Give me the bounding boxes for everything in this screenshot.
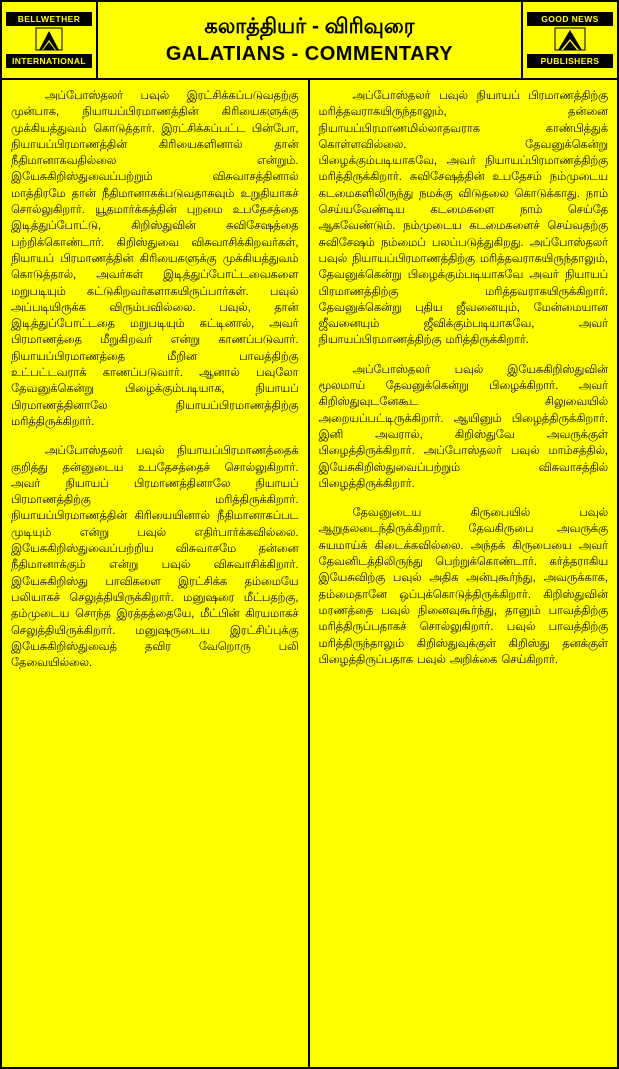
title-english: GALATIANS - COMMENTARY: [165, 43, 454, 65]
good-news-publishers-logo: [521, 2, 617, 78]
paragraph: அப்போஸ்தலர் பவுல் இரட்சிக்கப்படுவதற்கு முன்பாக, நியாயப்பிரமாணத்தின் கிரியைகளுக்கு முக்கியத்துவம் கொடுத்தார். இரட்சிக்கப்பட்ட பின்போ, நியாயப்பிரமாணத்தின் கிரியைகளினால் தான் நீதிமானாகவதில்லை என்றும். இயேசுகிறிஸ்துவைப்பற்றும் விசுவாசத்தினால் மாத்திரமே தான் நீதிமானாகக்படுவதாகவும் உறுதியாகச் சொல்லுகிறார். யூதமார்க்கத்தின் புறமை உபதேசத்தை இடித்துப்போட்டு, கிறிஸ்துவின் சுவிசேஷத்தை பற்றிக்கொண்டார். கிறிஸ்துவை விசுவாசிக்கிறவர்கள், நியாயப் பிரமாணத்தின் கிரியைகளுக்கு முக்கியத்துவம் கொடுத்தால், அவர்கள் இடித்துப்போட்டவைகளை மறுபடியும் கட்டுகிறவர்களாகயிருப்பார்கள். பவுல் அப்படியிருக்க விரும்பவில்லை. பவுல், தான் இடித்துப்போட்டதை மறுபடியும் கட்டினால், அவர் பிரமாணத்தை மீறுகிறவர் என்று காணப்படுவார். நியாயப்பிரமாணத்தை மீறின பாவத்திற்கு உட்பட்டவராக் காணப்படுவார். ஆனால் பவுலோ தேவனுக்கென்று பிழைக்கும்படியாக, நியாயப் பிரமாணத்தினாலே நியாயப்பிரமாணத்திற்கு மரித்திருக்கிறார்.: [11, 90, 299, 428]
good-news-logo-line1: GOOD NEWS: [527, 12, 613, 26]
bellwether-international-logo: [2, 2, 98, 78]
paragraph: அப்போஸ்தலர் பவுல் நியாயப் பிரமாணத்திற்கு மரித்தவராகயிருந்தாலும், தன்னை நியாயப்பிரமாணமில்லாதவராக காண்பித்துக் கொள்ளவில்லை. தேவனுக்கென்று பிழைக்கும்படியாகவே, அவர் நியாயப்பிரமாணத்திற்கு மரித்திருக்கிறார். சுவிசேஷத்தின் உபதேசம் நம்முடைய கடமைகளிலிருந்து நமக்கு விடுதலை கொடுக்காது. நாம் செய்யவேண்டிய கடமைகளை நாம் செய்தே ஆகவேண்டும். நம்முடைய கடமைகளைச் செய்வதற்கு சுவிசேஷம் நம்மைப் பலப்படுத்துகிறது. அப்போஸ்தலர் பவுல் நியாயப்பிரமாணத்திற்கு மரித்தவராகயிருந்தாலும், தேவனுக்கென்று பிழைக்கும்படியாகவே அவர் நியாயப் பிரமாணத்திற்கு மரித்தவராகயிருக்கிறார். தேவனுக்கென்று புதிய ஜீவனையும், மேன்மையான ஜீவனையும் ஜீவிக்கும்படியாகவே, அவர் நியாயப்பிரமாணத்திற்கு மரித்திருக்கிறார்.: [318, 90, 608, 347]
body-columns: [2, 80, 617, 1067]
paragraph: தேவனுடைய கிருபையில் பவுல் ஆறுதலடைந்திருக்கிறார். தேவகிருபை அவருக்கு சுயமாய்க் கிடைக்கவில்லை. அந்தக் கிருபையை அவர் தேவனிடத்திலிருந்து பெற்றுக்கொண்டார். கர்த்தராகிய இயேசுவிற்கு பவுல் அதிக அன்புகூர்ந்து, அவருக்காக, தம்மைதானே ஒப்புக்கொடுத்திருக்கிறார். கிறிஸ்துவின் மரணத்தை பவுல் நினைவுகூர்ந்து, தானும் பாவத்திற்கு மரித்திருப்பதாகச் சொல்லுகிறார். பவுல் பாவத்திற்கு மரித்திருந்தாலும் கிறிஸ்துவுக்குள் கிறிஸ்து தனக்குள் பிழைத்திருப்பதாக பவுல் அறிக்கை செய்கிறார்.: [318, 507, 608, 666]
page-title: [98, 2, 521, 78]
paragraph: அப்போஸ்தலர் பவுல் நியாயப்பிரமாணத்தைக் குறித்து தன்னுடைய உபதேசத்தைச் சொல்லுகிறார். அவர் நியாயப் பிரமாணத்தினாலே நியாயப் பிரமாணத்திற்கு மரித்திருக்கிறார். நியாயப்பிரமாணத்தின் கிரியையினால் நீதிமானாகப்பட முடியும் என்று பவுல் எதிர்பார்க்கவில்லை. இயேசுகிறிஸ்துவைப்பற்றிய விசுவாசமே தன்னை நீதிமானாக்கும் என்று பவுல் விசுவாசிக்கிறார். இயேசுகிறிஸ்து பாவிகளை இரட்சிக்க தம்மையே பலியாகச் செலுத்தியிருக்கிறார். மனுஷரை மீட்பதற்கு, தம்முடைய சொந்த இரத்தத்தையே, மீட்பின் கிரயமாகச் செலுத்தியிருக்கிறார். மனுஷருடைய இரட்சிப்புக்கு இயேசுகிறிஸ்துவைத் தவிர வேறொரு பலி தேவையில்லை.: [11, 445, 299, 670]
good-news-logo-line2: PUBLISHERS: [527, 54, 613, 68]
left-column: [2, 80, 310, 1067]
bellwether-logo-line1: BELLWETHER: [6, 12, 92, 26]
good-news-emblem-icon: [527, 26, 613, 52]
bellwether-logo-line2: INTERNATIONAL: [6, 54, 92, 68]
page-header: [2, 2, 617, 80]
title-tamil: கலாத்தியர் - விரிவுரை: [204, 15, 415, 38]
right-column: [310, 80, 618, 1067]
bellwether-emblem-icon: [6, 26, 92, 52]
paragraph: அப்போஸ்தலர் பவுல் இயேசுகிறிஸ்துவின் மூலமாய் தேவனுக்கென்று பிழைக்கிறார். அவர் கிறிஸ்துவுடனேகூட சிலுவையில் அறையப்பட்டிருக்கிறார். ஆயினும் பிழைத்திருக்கிறார். இனி அவரால், கிறிஸ்துவே அவருக்குள் பிழைத்திருக்கிறார். அப்போஸ்தலர் பவுல் மாம்சத்தில், இயேசுகிறிஸ்துவைப்பற்றும் விசுவாசத்தில் பிழைத்திருக்கிறார்.: [318, 363, 608, 490]
